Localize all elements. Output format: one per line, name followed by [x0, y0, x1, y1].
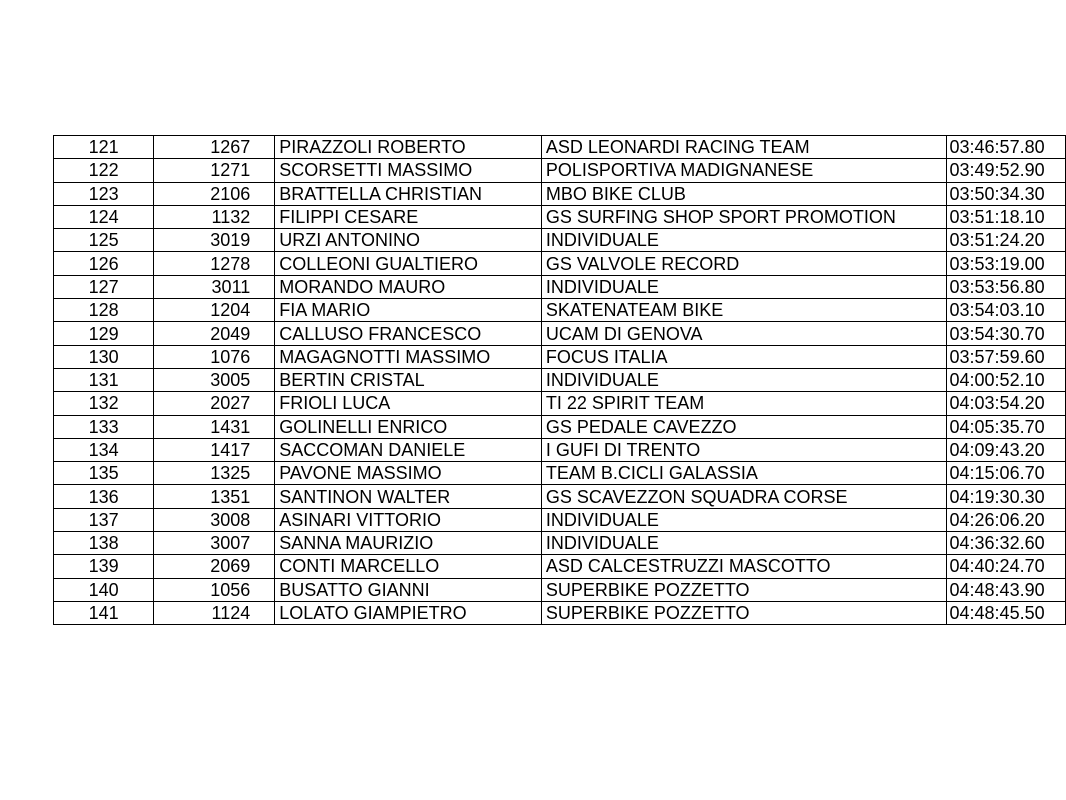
- position-cell: 123: [54, 182, 154, 205]
- finish-time-cell: 03:49:52.90: [946, 159, 1065, 182]
- position-cell: 140: [54, 578, 154, 601]
- finish-time-cell: 04:00:52.10: [946, 368, 1065, 391]
- team-name-cell: GS PEDALE CAVEZZO: [541, 415, 946, 438]
- finish-time-cell: 03:51:24.20: [946, 229, 1065, 252]
- position-cell: 132: [54, 392, 154, 415]
- table-row: [54, 229, 1066, 252]
- rider-name-cell: CONTI MARCELLO: [275, 555, 542, 578]
- finish-time-cell: 04:48:45.50: [946, 601, 1065, 624]
- bib-number-cell: 3008: [154, 508, 275, 531]
- team-name-cell: POLISPORTIVA MADIGNANESE: [541, 159, 946, 182]
- finish-time-cell: 04:03:54.20: [946, 392, 1065, 415]
- finish-time-cell: 04:19:30.30: [946, 485, 1065, 508]
- team-name-cell: I GUFI DI TRENTO: [541, 438, 946, 461]
- finish-time-cell: 04:48:43.90: [946, 578, 1065, 601]
- table-row: [54, 205, 1066, 228]
- position-cell: 141: [54, 601, 154, 624]
- bib-number-cell: 1417: [154, 438, 275, 461]
- bib-number-cell: 3019: [154, 229, 275, 252]
- finish-time-cell: 04:40:24.70: [946, 555, 1065, 578]
- table-row: [54, 368, 1066, 391]
- team-name-cell: SKATENATEAM BIKE: [541, 299, 946, 322]
- team-name-cell: GS VALVOLE RECORD: [541, 252, 946, 275]
- team-name-cell: MBO BIKE CLUB: [541, 182, 946, 205]
- bib-number-cell: 2106: [154, 182, 275, 205]
- table-row: [54, 182, 1066, 205]
- position-cell: 135: [54, 462, 154, 485]
- position-cell: 122: [54, 159, 154, 182]
- team-name-cell: SUPERBIKE POZZETTO: [541, 601, 946, 624]
- rider-name-cell: GOLINELLI ENRICO: [275, 415, 542, 438]
- table-row: [54, 462, 1066, 485]
- team-name-cell: INDIVIDUALE: [541, 368, 946, 391]
- rider-name-cell: MAGAGNOTTI MASSIMO: [275, 345, 542, 368]
- bib-number-cell: 1056: [154, 578, 275, 601]
- results-table-body: [54, 136, 1066, 625]
- bib-number-cell: 1076: [154, 345, 275, 368]
- table-row: [54, 275, 1066, 298]
- finish-time-cell: 03:51:18.10: [946, 205, 1065, 228]
- team-name-cell: INDIVIDUALE: [541, 229, 946, 252]
- table-row: [54, 485, 1066, 508]
- rider-name-cell: FILIPPI CESARE: [275, 205, 542, 228]
- table-row: [54, 438, 1066, 461]
- finish-time-cell: 03:57:59.60: [946, 345, 1065, 368]
- bib-number-cell: 1267: [154, 136, 275, 159]
- rider-name-cell: URZI ANTONINO: [275, 229, 542, 252]
- position-cell: 133: [54, 415, 154, 438]
- finish-time-cell: 03:53:56.80: [946, 275, 1065, 298]
- bib-number-cell: 3011: [154, 275, 275, 298]
- results-table: [53, 135, 1066, 625]
- bib-number-cell: 1431: [154, 415, 275, 438]
- bib-number-cell: 1271: [154, 159, 275, 182]
- rider-name-cell: LOLATO GIAMPIETRO: [275, 601, 542, 624]
- rider-name-cell: PIRAZZOLI ROBERTO: [275, 136, 542, 159]
- rider-name-cell: ASINARI VITTORIO: [275, 508, 542, 531]
- finish-time-cell: 04:26:06.20: [946, 508, 1065, 531]
- position-cell: 130: [54, 345, 154, 368]
- position-cell: 136: [54, 485, 154, 508]
- finish-time-cell: 03:54:30.70: [946, 322, 1065, 345]
- bib-number-cell: 3005: [154, 368, 275, 391]
- table-row: [54, 415, 1066, 438]
- finish-time-cell: 03:46:57.80: [946, 136, 1065, 159]
- position-cell: 139: [54, 555, 154, 578]
- rider-name-cell: SACCOMAN DANIELE: [275, 438, 542, 461]
- rider-name-cell: BRATTELLA CHRISTIAN: [275, 182, 542, 205]
- team-name-cell: SUPERBIKE POZZETTO: [541, 578, 946, 601]
- finish-time-cell: 04:09:43.20: [946, 438, 1065, 461]
- finish-time-cell: 04:15:06.70: [946, 462, 1065, 485]
- team-name-cell: UCAM DI GENOVA: [541, 322, 946, 345]
- rider-name-cell: MORANDO MAURO: [275, 275, 542, 298]
- rider-name-cell: SANTINON WALTER: [275, 485, 542, 508]
- rider-name-cell: PAVONE MASSIMO: [275, 462, 542, 485]
- team-name-cell: TEAM B.CICLI GALASSIA: [541, 462, 946, 485]
- bib-number-cell: 1325: [154, 462, 275, 485]
- bib-number-cell: 1132: [154, 205, 275, 228]
- rider-name-cell: COLLEONI GUALTIERO: [275, 252, 542, 275]
- position-cell: 134: [54, 438, 154, 461]
- position-cell: 131: [54, 368, 154, 391]
- rider-name-cell: BERTIN CRISTAL: [275, 368, 542, 391]
- finish-time-cell: 04:36:32.60: [946, 532, 1065, 555]
- finish-time-cell: 03:54:03.10: [946, 299, 1065, 322]
- position-cell: 129: [54, 322, 154, 345]
- rider-name-cell: FIA MARIO: [275, 299, 542, 322]
- table-row: [54, 532, 1066, 555]
- finish-time-cell: 03:50:34.30: [946, 182, 1065, 205]
- position-cell: 124: [54, 205, 154, 228]
- table-row: [54, 345, 1066, 368]
- table-row: [54, 555, 1066, 578]
- finish-time-cell: 03:53:19.00: [946, 252, 1065, 275]
- rider-name-cell: SCORSETTI MASSIMO: [275, 159, 542, 182]
- team-name-cell: INDIVIDUALE: [541, 508, 946, 531]
- rider-name-cell: FRIOLI LUCA: [275, 392, 542, 415]
- bib-number-cell: 2069: [154, 555, 275, 578]
- table-row: [54, 578, 1066, 601]
- position-cell: 137: [54, 508, 154, 531]
- position-cell: 127: [54, 275, 154, 298]
- bib-number-cell: 1351: [154, 485, 275, 508]
- position-cell: 126: [54, 252, 154, 275]
- position-cell: 125: [54, 229, 154, 252]
- position-cell: 138: [54, 532, 154, 555]
- team-name-cell: GS SCAVEZZON SQUADRA CORSE: [541, 485, 946, 508]
- bib-number-cell: 1124: [154, 601, 275, 624]
- table-row: [54, 136, 1066, 159]
- team-name-cell: TI 22 SPIRIT TEAM: [541, 392, 946, 415]
- bib-number-cell: 2049: [154, 322, 275, 345]
- rider-name-cell: CALLUSO FRANCESCO: [275, 322, 542, 345]
- table-row: [54, 322, 1066, 345]
- team-name-cell: INDIVIDUALE: [541, 532, 946, 555]
- table-row: [54, 252, 1066, 275]
- table-row: [54, 601, 1066, 624]
- table-row: [54, 159, 1066, 182]
- bib-number-cell: 3007: [154, 532, 275, 555]
- team-name-cell: GS SURFING SHOP SPORT PROMOTION: [541, 205, 946, 228]
- rider-name-cell: SANNA MAURIZIO: [275, 532, 542, 555]
- finish-time-cell: 04:05:35.70: [946, 415, 1065, 438]
- team-name-cell: ASD CALCESTRUZZI MASCOTTO: [541, 555, 946, 578]
- table-row: [54, 508, 1066, 531]
- bib-number-cell: 2027: [154, 392, 275, 415]
- table-row: [54, 299, 1066, 322]
- bib-number-cell: 1278: [154, 252, 275, 275]
- team-name-cell: INDIVIDUALE: [541, 275, 946, 298]
- team-name-cell: FOCUS ITALIA: [541, 345, 946, 368]
- rider-name-cell: BUSATTO GIANNI: [275, 578, 542, 601]
- bib-number-cell: 1204: [154, 299, 275, 322]
- team-name-cell: ASD LEONARDI RACING TEAM: [541, 136, 946, 159]
- position-cell: 128: [54, 299, 154, 322]
- position-cell: 121: [54, 136, 154, 159]
- table-row: [54, 392, 1066, 415]
